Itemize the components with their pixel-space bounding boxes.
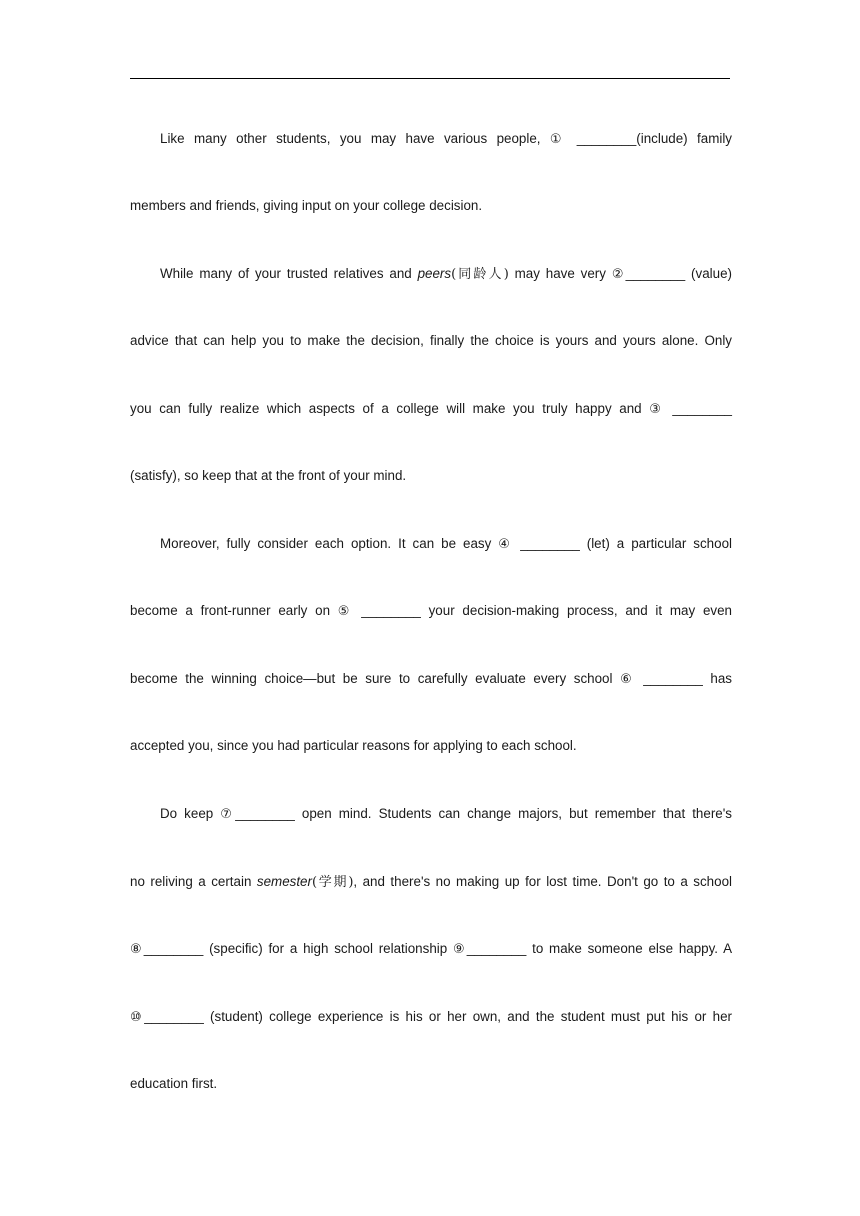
text-line (130, 737, 732, 755)
blank-with-hint: ________ (specific) for a high school relationship (143, 941, 453, 956)
text-segment: education first. (130, 1076, 218, 1091)
text-line (130, 467, 732, 485)
text-segment: Do keep (160, 806, 221, 821)
text-line (160, 535, 732, 554)
blank-number: ① (549, 132, 568, 147)
blank-with-hint: ________ (664, 401, 732, 416)
text-segment: become a front-runner early on (130, 603, 338, 618)
text-line (130, 332, 732, 350)
blank-number: ④ (498, 537, 514, 552)
text-line (130, 670, 732, 689)
text-segment: While many of your trusted relatives and (160, 266, 418, 281)
blank-number: ⑩ (130, 1010, 145, 1025)
text-segment: no reliving a certain (130, 874, 257, 889)
blank-with-hint: ________ (student) college experience is his or her own, and the student must put his or her (144, 1009, 732, 1024)
blank-number: ⑦ (220, 807, 236, 822)
blank-number: ⑥ (620, 672, 636, 687)
blank-number: ⑤ (337, 604, 354, 619)
italic-term: semester (256, 874, 312, 889)
text-line (130, 602, 732, 621)
text-line (130, 873, 732, 892)
text-line (160, 805, 732, 824)
blank-with-hint: ________ (value) (625, 266, 732, 281)
text-segment: become the winning choice—but be sure to carefully evaluate every school (130, 671, 621, 686)
text-line (130, 197, 732, 215)
text-segment: may have very (508, 266, 612, 281)
text-line (130, 1008, 732, 1027)
blank-with-hint: ________ has (635, 671, 733, 686)
blank-with-hint: ________(include) family (567, 131, 733, 146)
text-segment: members and friends, giving input on your college decision. (130, 198, 483, 213)
blank-number: ⑨ (453, 942, 467, 957)
blank-number: ② (611, 267, 626, 282)
text-segment: accepted you, since you had particular reasons for applying to each school. (130, 738, 577, 753)
text-segment: Like many other students, you may have various people, (160, 131, 550, 146)
text-line (160, 130, 732, 149)
text-segment: you can fully realize which aspects of a college will make you truly happy and (130, 401, 650, 416)
text-segment: (satisfy), so keep that at the front of your mind. (130, 468, 407, 483)
text-line (160, 265, 732, 284)
italic-term: peers (417, 266, 452, 281)
blank-with-hint: ________ (let) a particular school (513, 536, 732, 551)
text-segment: advice that can help you to make the decision, finally the choice is yours and yours alone. Only (130, 333, 732, 348)
text-line (130, 400, 732, 419)
text-segment: Moreover, fully consider each option. It can be easy (160, 536, 499, 551)
cjk-gloss: (学期) (311, 875, 354, 890)
text-segment: , and there's no making up for lost time. Don't go to a school (353, 874, 732, 889)
blank-with-hint: ________ to make someone else happy. A (466, 941, 733, 956)
blank-number: ⑧ (130, 942, 144, 957)
text-line (130, 1075, 732, 1093)
text-line (130, 940, 732, 959)
blank-with-hint: ________ your decision-making process, and it may even (353, 603, 732, 618)
cjk-gloss: (同龄人) (451, 267, 509, 282)
header-rule (130, 78, 730, 79)
blank-with-hint: ________ open mind. Students can change majors, but remember that there's (235, 806, 732, 821)
blank-number: ③ (649, 402, 665, 417)
